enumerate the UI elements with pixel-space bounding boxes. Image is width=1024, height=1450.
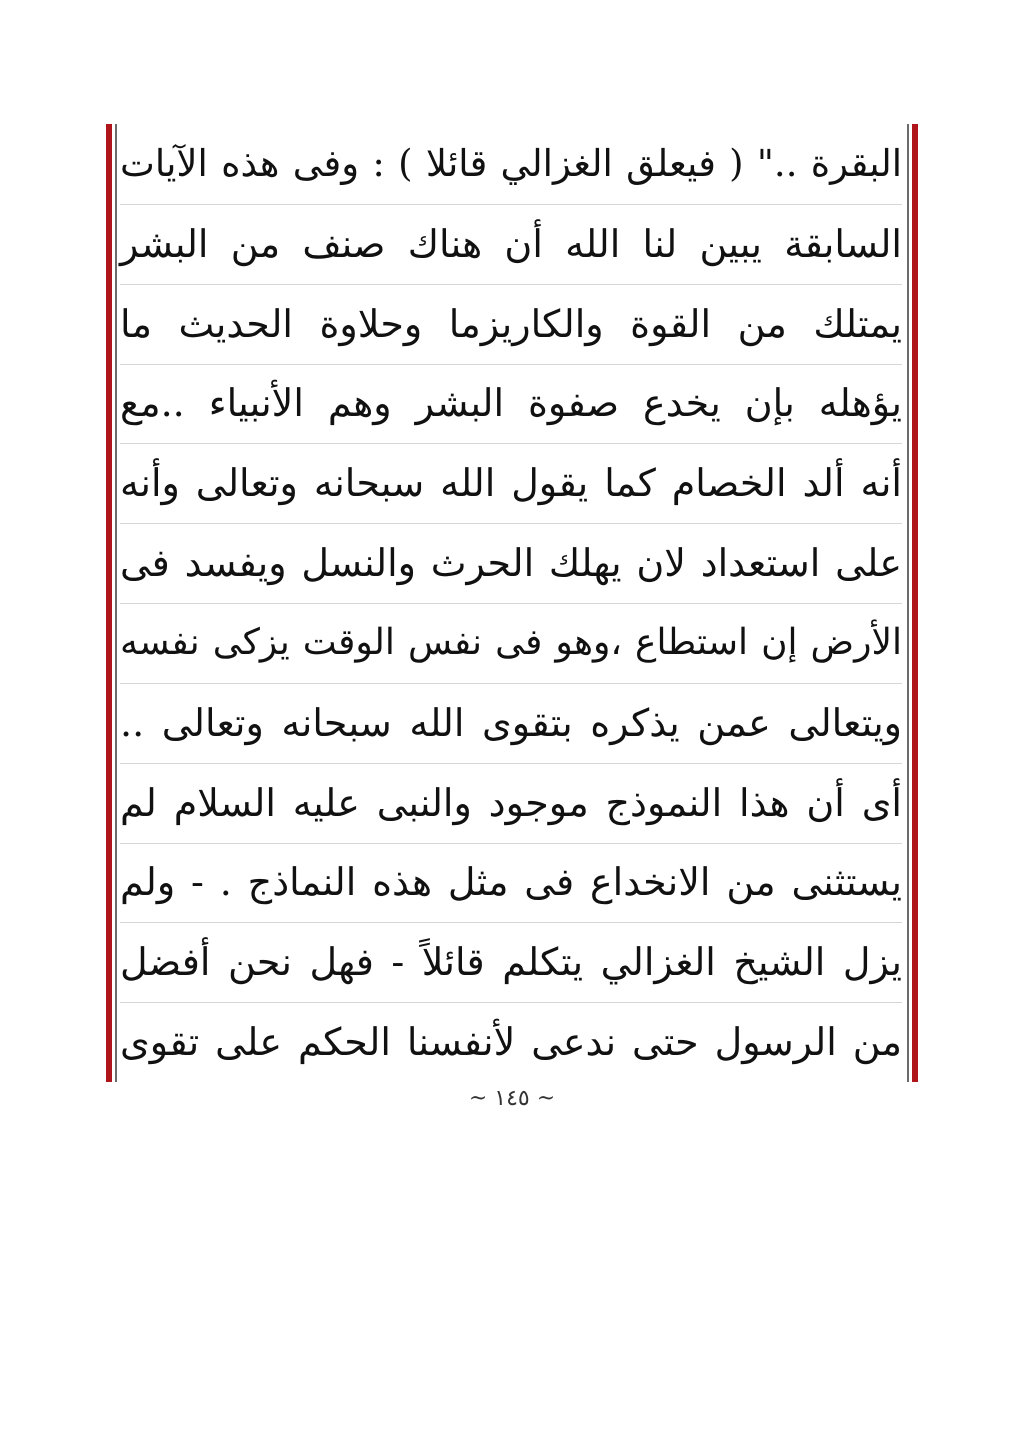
line-rule bbox=[120, 843, 902, 844]
text-line-1: البقرة .." ( فيعلق الغزالي قائلا ) : وفى هذه الآيات bbox=[120, 141, 902, 185]
text-line-11: يزل الشيخ الغزالي يتكلم قائلاً - فهل نحن أفضل bbox=[120, 940, 902, 985]
text-line-4: يؤهله بإن يخدع صفوة البشر وهم الأنبياء ..مع bbox=[120, 381, 902, 426]
text-line-5: أنه ألد الخصام كما يقول الله سبحانه وتعالى وأنه bbox=[120, 461, 902, 506]
text-line-2: السابقة يبين لنا الله أن هناك صنف من البشر bbox=[120, 221, 902, 266]
text-line-9: أى أن هذا النموذج موجود والنبى عليه السلام لم bbox=[120, 780, 902, 825]
line-rule bbox=[120, 523, 902, 524]
line-rule bbox=[120, 763, 902, 764]
line-rule bbox=[120, 922, 902, 923]
text-line-10: يستثنى من الانخداع فى مثل هذه النماذج . - ولم bbox=[120, 860, 902, 905]
page-number: ~ ١٤٥ ~ bbox=[468, 1086, 556, 1111]
line-rule bbox=[120, 364, 902, 365]
text-line-7: الأرض إن استطاع ،وهو فى نفس الوقت يزكى نفسه bbox=[120, 621, 902, 663]
line-rule bbox=[120, 284, 902, 285]
line-rule bbox=[120, 1002, 902, 1003]
text-line-3: يمتلك من القوة والكاريزما وحلاوة الحديث ما bbox=[120, 301, 902, 346]
text-body bbox=[120, 124, 902, 1082]
text-line-6: على استعداد لان يهلك الحرث والنسل ويفسد فى bbox=[120, 541, 902, 586]
left-border-grey bbox=[115, 124, 117, 1082]
left-border-red bbox=[106, 124, 112, 1082]
text-line-12: من الرسول حتى ندعى لأنفسنا الحكم على تقوى bbox=[120, 1020, 902, 1065]
line-rule bbox=[120, 603, 902, 604]
line-rule bbox=[120, 683, 902, 684]
right-border-red bbox=[912, 124, 918, 1082]
right-border-grey bbox=[907, 124, 909, 1082]
line-rule bbox=[120, 443, 902, 444]
text-line-8: ويتعالى عمن يذكره بتقوى الله سبحانه وتعالى .. bbox=[120, 700, 902, 745]
line-rule bbox=[120, 204, 902, 205]
